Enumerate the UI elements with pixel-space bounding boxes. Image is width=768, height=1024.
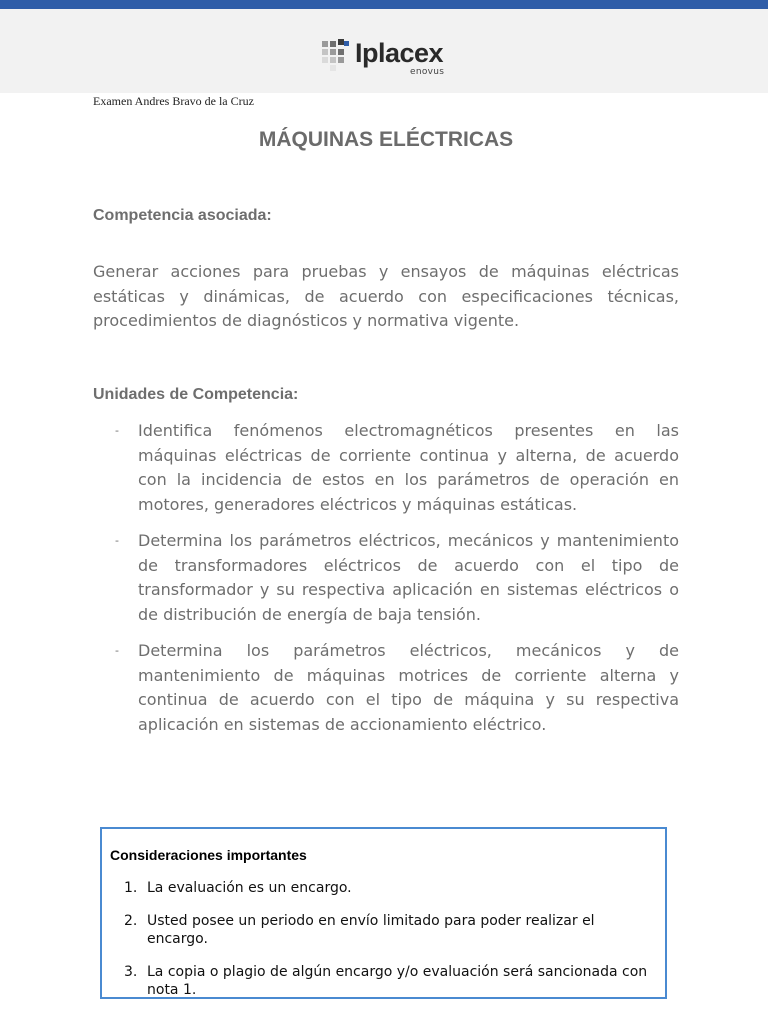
- unidades-heading: Unidades de Competencia:: [93, 386, 299, 403]
- logo-wordmark: Iplacex: [355, 38, 444, 68]
- list-item-text: Identifica fenómenos electromagnéticos presentes en las máquinas eléctricas de corriente continua y alterna, de acuerdo con la incidencia de estos en los parámetros de operación en motores, generadores eléctricos y máquinas estáticas.: [138, 421, 679, 514]
- list-dash-marker: -: [115, 534, 119, 547]
- list-number: 1.: [124, 880, 138, 896]
- unidades-list: [93, 419, 679, 749]
- list-item-text: La evaluación es un encargo.: [147, 880, 352, 896]
- iplacex-logo: [322, 39, 452, 87]
- list-item-text: Determina los parámetros eléctricos, mecánicos y mantenimiento de transformadores eléctricos de acuerdo con el tipo de transformador y su respectiva aplicación en sistemas eléctricos o de distribución de energía de baja tensión.: [138, 531, 679, 624]
- considerations-title: Consideraciones importantes: [110, 847, 307, 863]
- list-item-text: Determina los parámetros eléctricos, mecánicos y de mantenimiento de máquinas motrices de corriente alterna y continua de acuerdo con el tipo de máquina y su respectiva aplicación en sistemas de accionamiento eléctrico.: [138, 641, 679, 734]
- list-item-text: La copia o plagio de algún encargo y/o evaluación será sancionada con nota 1.: [147, 964, 648, 998]
- list-item: [93, 529, 679, 627]
- top-accent-bar: [0, 0, 768, 9]
- list-number: 2.: [124, 913, 138, 929]
- logo-subtitle: enovus: [410, 67, 445, 77]
- list-item: [110, 963, 655, 999]
- list-item: [93, 639, 679, 737]
- list-item: [110, 912, 655, 948]
- list-item-text: Usted posee un periodo en envío limitado para poder realizar el encargo.: [147, 913, 595, 947]
- list-dash-marker: -: [115, 424, 119, 437]
- logo-pixel-mark-icon: [322, 39, 352, 71]
- list-number: 3.: [124, 964, 138, 980]
- page-title: MÁQUINAS ELÉCTRICAS: [258, 128, 514, 151]
- considerations-list: [110, 879, 655, 999]
- page-header: [0, 9, 768, 93]
- list-item: [110, 879, 655, 897]
- competencia-heading: Competencia asociada:: [93, 207, 272, 224]
- list-item: [93, 419, 679, 517]
- competencia-text: Generar acciones para pruebas y ensayos de máquinas eléctricas estáticas y dinámicas, de acuerdo con especificaciones técnicas, procedimientos de diagnósticos y normativa vigente.: [93, 262, 679, 330]
- document-header-text: Examen Andres Bravo de la Cruz: [93, 94, 254, 108]
- considerations-box: [100, 827, 667, 999]
- list-dash-marker: -: [115, 644, 119, 657]
